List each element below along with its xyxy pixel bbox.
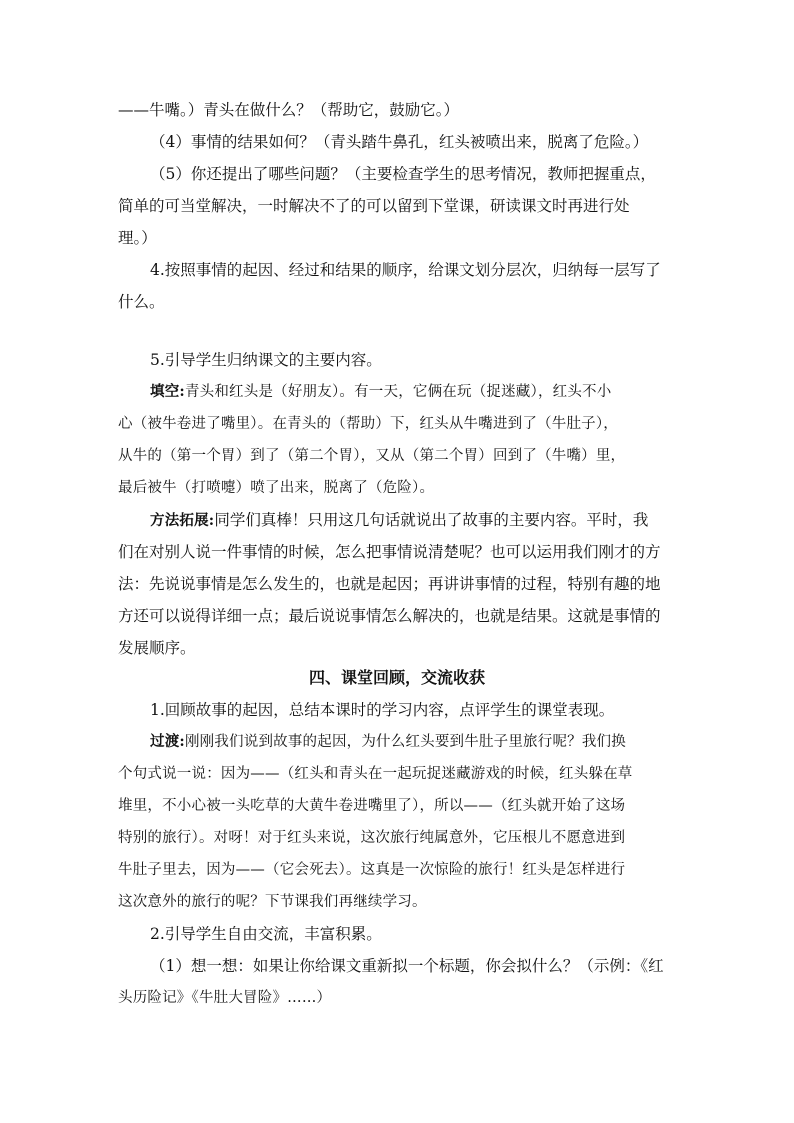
transition-line-1: [150, 728, 710, 756]
section-item-2: 2.引导学生自由交流，丰富积累。: [150, 925, 382, 943]
method-line-3: 法：先说说事情是怎么发生的，也就是起因；再讲讲事情的过程，特别有趣的地: [118, 575, 661, 593]
text-line: 理。）: [118, 229, 157, 247]
transition-line-4: 特别的旅行）。对呀！对于红头来说，这次旅行纯属意外，它压根儿不愿意进到: [118, 830, 626, 846]
transition-line-2: 个句式说一说：因为——（红头和青头在一起玩捉迷藏游戏的时候，红头躲在草: [118, 766, 633, 782]
fill-line-3: 从牛的（第一个胃）到了（第二个胃），又从（第二个胃）回到了（牛嘴）里，: [118, 448, 626, 464]
text-line: 5.引导学生归纳课文的主要内容。: [150, 351, 382, 369]
fill-label: 填空:: [150, 383, 185, 400]
think-line-1: （1）想一想：如果让你给课文重新拟一个标题，你会拟什么？（示例：《红: [150, 957, 664, 975]
method-line-4: 方还可以说得详细一点；最后说说事情怎么解决的，也就是结果。这就是事情的: [118, 607, 661, 625]
method-line-1: [150, 506, 710, 535]
method-text: 同学们真棒！只用这几句话就说出了故事的主要内容。平时，我: [214, 511, 649, 529]
text-line: 简单的可当堂解决，一时解决不了的可以留到下堂课，研读课文时再进行处: [118, 197, 630, 215]
transition-line-6: 这次意外的旅行的呢？下节课我们再继续学习。: [118, 894, 427, 910]
transition-line-3: 堆里，不小心被一头吃草的大黄牛卷进嘴里了），所以——（红头就开始了这场: [118, 798, 626, 814]
text-line: ——牛嘴。）青头在做什么？（帮助它，鼓励它。）: [118, 101, 460, 119]
method-label: 方法拓展:: [150, 512, 215, 529]
fill-line-2: 心（被牛卷进了嘴里）。在青头的（帮助）下，红头从牛嘴进到了（牛肚子），: [118, 416, 618, 432]
text-line: （5）你还提出了哪些问题？（主要检查学生的思考情况，教师把握重点，: [150, 165, 656, 183]
text-line: 4.按照事情的起因、经过和结果的顺序，给课文划分层次，归纳每一层写了: [150, 261, 661, 279]
text-line: 什么。: [118, 293, 165, 311]
text-line: （4）事情的结果如何？（青头踏牛鼻孔，红头被喷出来，脱离了危险。）: [150, 133, 649, 151]
fill-line-4: 最后被牛（打喷嚏）喷了出来，脱离了（危险）。: [118, 480, 435, 496]
transition-label: 过渡:: [150, 733, 185, 750]
method-line-2: 们在对别人说一件事情的时候，怎么把事情说清楚呢？也可以运用我们刚才的方: [118, 543, 661, 561]
fill-text: 青头和红头是（好朋友）。有一天，它俩在玩（捉迷藏），红头不小: [184, 384, 612, 400]
transition-text: 刚刚我们说到故事的起因，为什么红头要到牛肚子里旅行呢？我们换: [184, 734, 626, 750]
section-heading: 四、课堂回顾，交流收获: [308, 668, 485, 687]
transition-line-5: 牛肚子里去，因为——（它会死去）。这真是一次惊险的旅行！红头是怎样进行: [118, 862, 626, 878]
fill-line-1: [150, 378, 710, 406]
method-line-5: 发展顺序。: [118, 639, 196, 657]
think-line-2: 头历险记》《牛肚大冒险》……）: [118, 990, 332, 1006]
section-item-1: 1.回顾故事的起因，总结本课时的学习内容，点评学生的课堂表现。: [150, 701, 615, 719]
